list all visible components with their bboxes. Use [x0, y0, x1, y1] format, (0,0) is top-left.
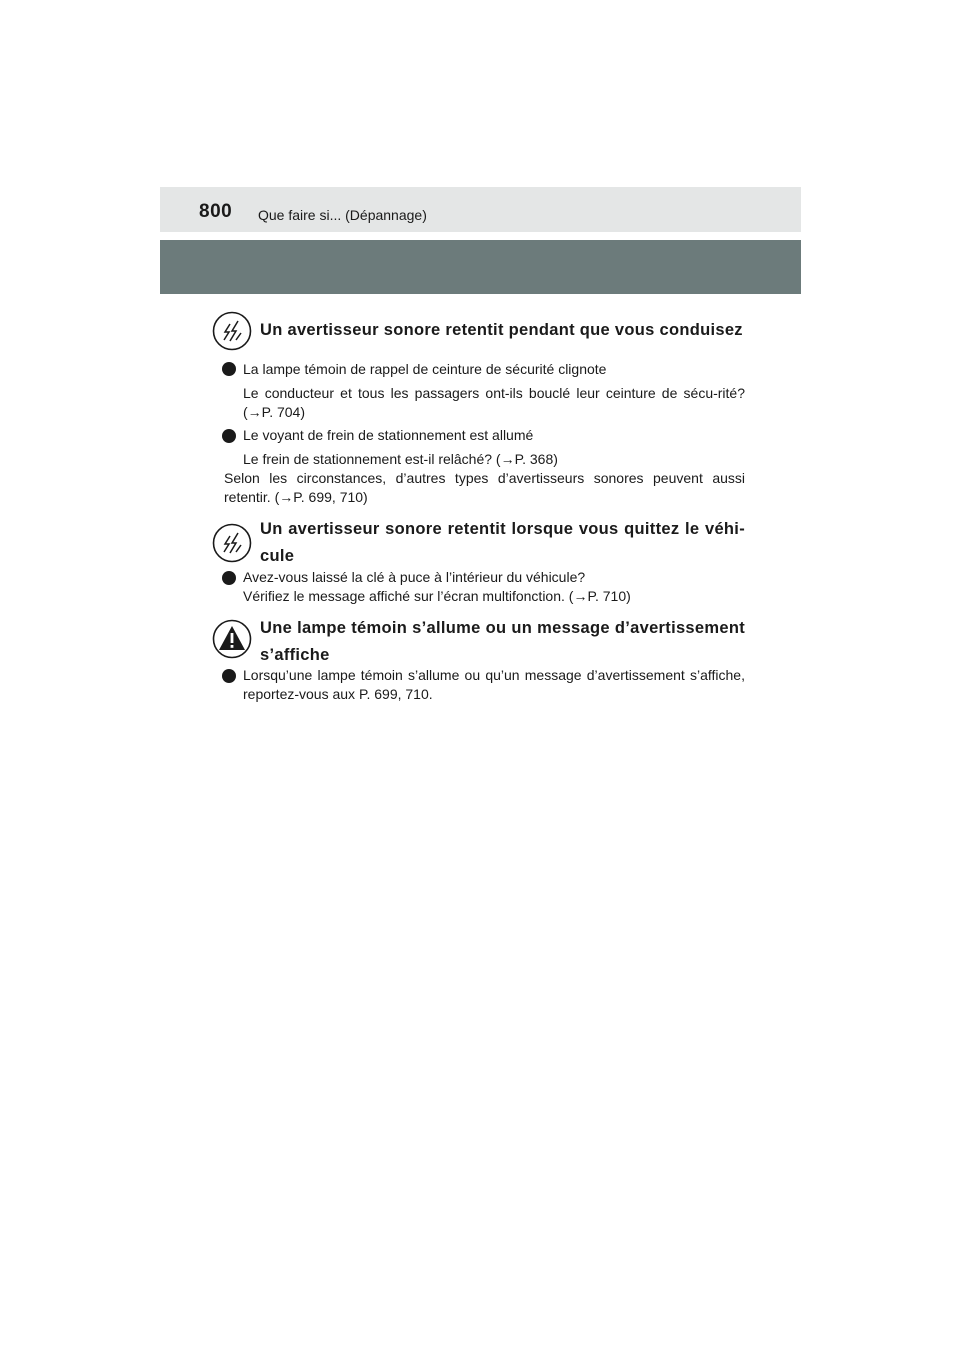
section-1-item-1-body: Le conducteur et tous les passagers ont-ils bouclé leur ceinture de sécu-rité? (→P. 704): [243, 385, 745, 420]
section-1-note: Selon les circonstances, d’autres types d’avertisseurs sonores peuvent aussi retentir. (→P. 699, 710): [224, 470, 745, 505]
section-2-item-1-title: Avez-vous laissé la clé à puce à l’intérieur du véhicule?: [243, 569, 586, 585]
bullet: [222, 429, 236, 443]
bullet: [222, 571, 236, 585]
bullet: [222, 669, 236, 683]
section-band: [160, 240, 801, 294]
section-2-item-1-body: Vérifiez le message affiché sur l’écran multifonction. (→P. 710): [243, 588, 631, 604]
chapter-title: Que faire si... (Dépannage): [258, 207, 427, 223]
bullet: [222, 362, 236, 376]
section-1-item-2-body: Le frein de stationnement est-il relâché? (→P. 368): [243, 451, 558, 467]
alarm-sound-icon: [212, 523, 252, 563]
section-1-heading: Un avertisseur sonore retentit pendant que vous conduisez: [260, 321, 743, 339]
warning-triangle-icon: [212, 619, 252, 659]
page-header-bar: [160, 187, 801, 232]
alarm-sound-icon: [212, 311, 252, 351]
section-3-item-1-body: Lorsqu’une lampe témoin s’allume ou qu’un message d’avertissement s’affiche, reportez-vous aux P. 699, 710.: [243, 667, 745, 702]
section-2-heading: Un avertisseur sonore retentit lorsque vous quittez le véhi-cule: [260, 520, 745, 565]
page-number: 800: [199, 201, 233, 222]
section-1-item-1-title: La lampe témoin de rappel de ceinture de sécurité clignote: [243, 361, 607, 377]
section-3-heading: Une lampe témoin s’allume ou un message d’avertissement s’affiche: [260, 619, 745, 664]
section-1-item-2-title: Le voyant de frein de stationnement est allumé: [243, 427, 534, 443]
